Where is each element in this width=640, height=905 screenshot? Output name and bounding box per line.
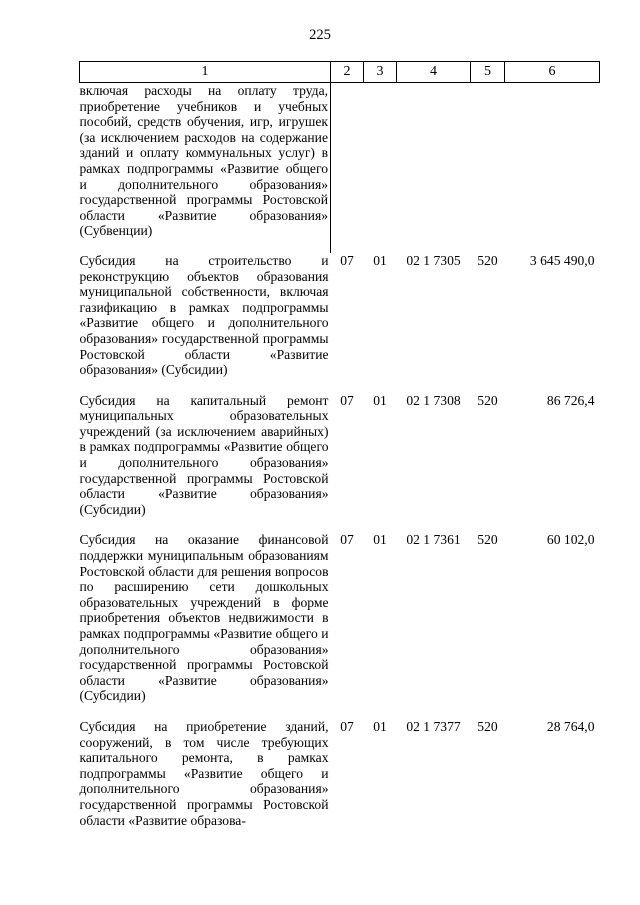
row-subsection: 01 bbox=[373, 532, 387, 548]
row-target-article bbox=[397, 83, 471, 253]
row-description: включая расходы на оплату труда, приобретение учебников и учебных пособий, средств обучения, игр, игрушек (за исключением расходов на содержание зданий и оплату коммунальных услуг) в рамках подпрограммы «Развитие общего и дополнительного образования» государственной программы Ростовской области «Развитие образования» (Субвенции) bbox=[79, 83, 328, 239]
row-target-article: 02 1 7361 bbox=[406, 532, 461, 548]
table-header-row bbox=[80, 62, 600, 83]
row-expense-type bbox=[471, 83, 505, 253]
budget-table bbox=[79, 61, 600, 843]
row-expense-type: 520 bbox=[477, 392, 498, 408]
row-subsection bbox=[364, 83, 397, 253]
row-section bbox=[331, 83, 364, 253]
table-row bbox=[80, 532, 600, 719]
row-target-article: 02 1 7308 bbox=[406, 392, 461, 408]
column-header-3: 3 bbox=[364, 62, 397, 83]
row-expense-type: 520 bbox=[477, 532, 498, 548]
row-subsection: 01 bbox=[373, 392, 387, 408]
table-row bbox=[80, 83, 600, 253]
table-row bbox=[80, 719, 600, 843]
row-description: Субсидия на капитальный ремонт муниципальных образовательных учреждений (за исключением аварийных) в рамках подпрограммы «Развитие общего и дополнительного образования» государственной программы Ростовской области «Развитие образования» (Субсидии) bbox=[79, 392, 329, 517]
column-header-1: 1 bbox=[80, 62, 331, 83]
row-amount: 86 726,4 bbox=[546, 392, 595, 408]
row-amount: 28 764,0 bbox=[546, 718, 595, 734]
row-subsection: 01 bbox=[373, 718, 387, 734]
row-subsection: 01 bbox=[373, 252, 387, 268]
row-section: 07 bbox=[340, 392, 354, 408]
row-description: Субсидия на оказание финансовой поддержки муниципальным образованиям Ростовской области для решения вопросов по расширению сети дошкольных образовательных учреждений в форме приобретения объектов недвижимости в рамках подпрограммы «Развитие общего и дополнительного образования» государственной программы Ростовской области «Развитие образования» (Субсидии) bbox=[79, 532, 329, 704]
row-amount: 60 102,0 bbox=[546, 532, 595, 548]
row-section: 07 bbox=[340, 532, 354, 548]
column-header-6: 6 bbox=[505, 62, 600, 83]
row-description: Субсидия на строительство и реконструкцию объектов образования муниципальной собственности, включая газификацию в рамках подпрограммы «Развитие общего и дополнительного образования» государственной программы Ростовской области «Развитие образования» (Субсидии) bbox=[79, 252, 329, 378]
column-header-4: 4 bbox=[397, 62, 471, 83]
row-section: 07 bbox=[340, 718, 354, 734]
table-row bbox=[80, 393, 600, 533]
row-amount bbox=[505, 83, 600, 253]
row-amount: 3 645 490,0 bbox=[529, 252, 595, 268]
row-description: Субсидия на приобретение зданий, сооружений, в том числе требующих капитального ремонта, в рамках подпрограммы «Развитие общего и дополнительного образования» государственной программы Ростовской области «Развитие образова- bbox=[79, 718, 329, 828]
row-expense-type: 520 bbox=[477, 718, 498, 734]
row-target-article: 02 1 7377 bbox=[406, 718, 461, 734]
row-expense-type: 520 bbox=[477, 252, 498, 268]
column-header-5: 5 bbox=[471, 62, 505, 83]
row-target-article: 02 1 7305 bbox=[406, 252, 461, 268]
row-section: 07 bbox=[340, 252, 354, 268]
page-number: 225 bbox=[309, 27, 331, 43]
column-header-2: 2 bbox=[331, 62, 364, 83]
table-row bbox=[80, 253, 600, 393]
